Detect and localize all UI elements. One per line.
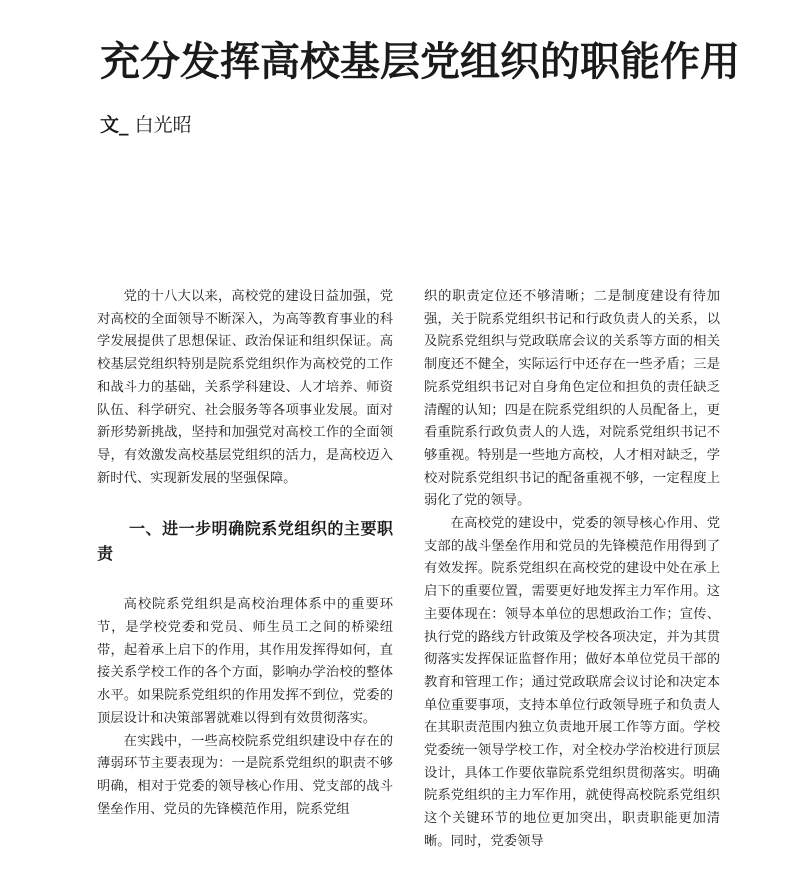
right-column bbox=[424, 286, 720, 854]
article-title: 充分发挥高校基层党组织的职能作用 bbox=[100, 39, 740, 85]
paragraph-continued: 织的职责定位还不够清晰；二是制度建设有待加强，关于院系党组织书记和行政负责人的关系，以及院系党组织与党政联席会议的关系等方面的相关制度还不健全，实际运行中还存在一些矛盾；三是院系党组织书记对自身角色定位和担负的责任缺乏清醒的认知；四是在院系党组织的人员配备上，更看重院系行政负责人的人选，对院系党组织书记不够重视。特别是一些地方高校，人才相对缺乏，学校对院系党组织书记的配备重视不够，一定程度上弱化了党的领导。 bbox=[424, 289, 720, 509]
byline-separator: _ bbox=[119, 114, 129, 136]
paragraph: 在实践中，一些高校院系党组织建设中存在的薄弱环节主要表现为：一是院系党组织的职责不够明确，相对于党委的领导核心作用、党支部的战斗堡垒作用、党员的先锋模范作用，院系党组 bbox=[97, 733, 393, 817]
author-name: 白光昭 bbox=[134, 114, 192, 136]
byline bbox=[100, 113, 192, 137]
paragraph: 在高校党的建设中，党委的领导核心作用、党支部的战斗堡垒作用和党员的先锋模范作用得到了有效发挥。院系党组织在高校党的建设中处在承上启下的重要位置，需要更好地发挥主力军作用。这主要体现在：领导本单位的思想政治工作；宣传、执行党的路线方针政策及学校各项决定，并为其贯彻落实发挥保证监督作用；做好本单位党员干部的教育和管理工作；通过党政联席会议讨论和决定本单位重要事项，支持本单位行政领导班子和负责人在其职责范围内独立负责地开展工作等方面。学校党委统一领导学校工作，对全校办学治校进行顶层设计，具体工作要依靠院系党组织贯彻落实。明确院系党组织的主力军作用，就使得高校院系党组织这个关键环节的地位更加突出，职责职能更加清晰。同时，党委领导 bbox=[424, 516, 720, 849]
byline-prefix: 文 bbox=[100, 114, 120, 136]
paragraph: 高校院系党组织是高校治理体系中的重要环节，是学校党委和党员、师生员工之间的桥梁纽带，起着承上启下的作用，其作用发挥得如何，直接关系学校工作的各个方面，影响办学治校的整体水平。如果院系党组织的作用发挥不到位，党委的顶层设计和决策部署就难以得到有效贯彻落实。 bbox=[97, 597, 393, 726]
section-heading: 一、进一步明确院系党组织的主要职责 bbox=[97, 519, 393, 564]
left-column bbox=[97, 286, 393, 821]
paragraph: 党的十八大以来，高校党的建设日益加强，党对高校的全面领导不断深入，为高等教育事业的科学发展提供了思想保证、政治保证和组织保证。高校基层党组织特别是院系党组织作为高校党的工作和战斗力的基础，关系学科建设、人才培养、师资队伍、科学研究、社会服务等各项事业发展。面对新形势新挑战，坚持和加强党对高校工作的全面领导，有效激发高校基层党组织的活力，是高校迈入新时代、实现新发展的坚强保障。 bbox=[97, 289, 393, 486]
